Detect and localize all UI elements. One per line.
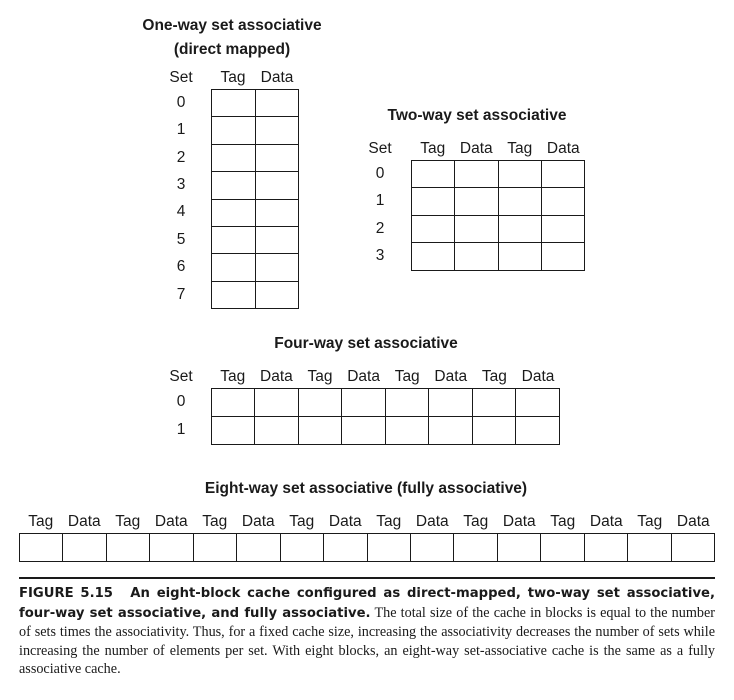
set-index-label: 6: [176, 258, 186, 276]
column-header-data: Data: [260, 368, 293, 385]
tag-cell: [412, 243, 455, 270]
tag-cell: [212, 117, 256, 144]
set-index-label: 1: [375, 192, 385, 210]
column-header-data: Data: [260, 69, 294, 86]
figure-body-text: The total size of the cache in blocks is equal to the number of sets times the associativity. Thus, for a fixed cache size, increasing the associativity decreases the number of sets while increasing the number of elements per set. With eight blocks, an eight-way set-associative cache is the same as a fully associative cache.: [19, 604, 716, 678]
set-index-label: 0: [176, 393, 186, 410]
column-header-tag: Tag: [28, 513, 54, 530]
data-cell: [256, 282, 300, 309]
column-header-data: Data: [434, 368, 468, 385]
data-cell: [324, 534, 367, 562]
column-header-tag: Tag: [289, 513, 315, 530]
tag-cell: [212, 227, 256, 254]
column-header-tag: Tag: [220, 368, 246, 385]
figure-bold-text: An eight-block cache configured as direct-mapped, two-way set associative, four-way set associative, and fully associative.: [19, 586, 715, 621]
tag-cell: [212, 389, 255, 417]
tag-cell: [386, 389, 429, 417]
tag-cell: [281, 534, 324, 562]
set-index-label: 0: [176, 93, 186, 111]
data-cell: [516, 389, 559, 417]
tag-cell: [499, 243, 542, 270]
data-cell: [411, 534, 454, 562]
data-cell: [429, 389, 472, 417]
tag-cell: [20, 534, 63, 562]
tag-cell: [212, 145, 256, 172]
data-cell: [542, 188, 585, 215]
two-way-title: Two-way set associative: [387, 107, 567, 124]
data-cell: [542, 161, 585, 188]
tag-cell: [412, 161, 455, 188]
data-cell: [237, 534, 280, 562]
tag-cell: [541, 534, 584, 562]
column-header-tag: Tag: [637, 513, 663, 530]
column-header-tag: Tag: [376, 513, 402, 530]
column-header-data: Data: [241, 513, 275, 530]
data-cell: [256, 90, 300, 117]
tag-cell: [212, 254, 256, 281]
tag-cell: [412, 216, 455, 243]
data-cell: [455, 243, 498, 270]
column-header-tag: Tag: [420, 140, 446, 157]
two-way-cache-grid: [411, 160, 585, 271]
data-cell: [256, 172, 300, 199]
column-header-data: Data: [676, 513, 710, 530]
data-cell: [455, 216, 498, 243]
set-index-label: 1: [176, 421, 186, 438]
column-header-tag: Tag: [307, 368, 333, 385]
caption-divider: [19, 577, 715, 579]
column-header-data: Data: [154, 513, 188, 530]
set-index-label: 2: [375, 219, 385, 237]
one-way-title: One-way set associative: [142, 17, 322, 34]
data-cell: [542, 243, 585, 270]
tag-cell: [386, 417, 429, 445]
data-cell: [429, 417, 472, 445]
column-header-tag: Tag: [394, 368, 420, 385]
column-header-tag: Tag: [463, 513, 489, 530]
column-header-tag: Tag: [550, 513, 576, 530]
tag-cell: [299, 389, 342, 417]
data-cell: [342, 417, 385, 445]
data-cell: [256, 117, 300, 144]
tag-cell: [212, 282, 256, 309]
data-cell: [342, 389, 385, 417]
tag-cell: [628, 534, 671, 562]
set-index-label: 3: [176, 175, 186, 193]
column-header-data: Data: [589, 513, 623, 530]
data-cell: [585, 534, 628, 562]
data-cell: [455, 188, 498, 215]
four-way-set-header: Set: [169, 368, 193, 385]
column-header-data: Data: [347, 368, 380, 385]
two-way-set-header: Set: [368, 140, 392, 157]
tag-cell: [212, 200, 256, 227]
figure-label: FIGURE 5.15: [19, 586, 113, 601]
column-header-data: Data: [67, 513, 101, 530]
eight-way-title: Eight-way set associative (fully associative): [204, 480, 528, 497]
one-way-subtitle: (direct mapped): [173, 41, 291, 58]
tag-cell: [368, 534, 411, 562]
column-header-data: Data: [521, 368, 555, 385]
set-index-label: 4: [176, 203, 186, 221]
one-way-set-header: Set: [169, 69, 193, 86]
set-index-label: 7: [176, 285, 186, 303]
set-index-label: 2: [176, 148, 186, 166]
tag-cell: [499, 188, 542, 215]
data-cell: [672, 534, 715, 562]
column-header-tag: Tag: [481, 368, 507, 385]
set-index-label: 5: [176, 230, 186, 248]
eight-way-cache-grid: [19, 533, 715, 562]
data-cell: [256, 254, 300, 281]
column-header-tag: Tag: [220, 69, 246, 86]
data-cell: [256, 145, 300, 172]
tag-cell: [454, 534, 497, 562]
set-index-label: 0: [375, 164, 385, 182]
data-cell: [455, 161, 498, 188]
tag-cell: [212, 417, 255, 445]
data-cell: [256, 200, 300, 227]
data-cell: [255, 417, 298, 445]
set-index-label: 3: [375, 246, 385, 264]
column-header-data: Data: [459, 140, 493, 157]
tag-cell: [212, 90, 256, 117]
four-way-cache-grid: [211, 388, 560, 445]
tag-cell: [499, 216, 542, 243]
column-header-tag: Tag: [202, 513, 228, 530]
four-way-title: Four-way set associative: [274, 335, 458, 352]
tag-cell: [194, 534, 237, 562]
tag-cell: [212, 172, 256, 199]
column-header-data: Data: [502, 513, 536, 530]
data-cell: [516, 417, 559, 445]
data-cell: [542, 216, 585, 243]
set-index-label: 1: [176, 121, 186, 139]
tag-cell: [107, 534, 150, 562]
data-cell: [255, 389, 298, 417]
column-header-data: Data: [546, 140, 580, 157]
figure-caption: [19, 584, 715, 679]
tag-cell: [473, 389, 516, 417]
data-cell: [256, 227, 300, 254]
column-header-data: Data: [415, 513, 449, 530]
tag-cell: [473, 417, 516, 445]
column-header-data: Data: [328, 513, 362, 530]
column-header-tag: Tag: [507, 140, 533, 157]
data-cell: [150, 534, 193, 562]
tag-cell: [499, 161, 542, 188]
tag-cell: [412, 188, 455, 215]
data-cell: [498, 534, 541, 562]
column-header-tag: Tag: [115, 513, 141, 530]
tag-cell: [299, 417, 342, 445]
data-cell: [63, 534, 106, 562]
one-way-cache-grid: [211, 89, 299, 309]
